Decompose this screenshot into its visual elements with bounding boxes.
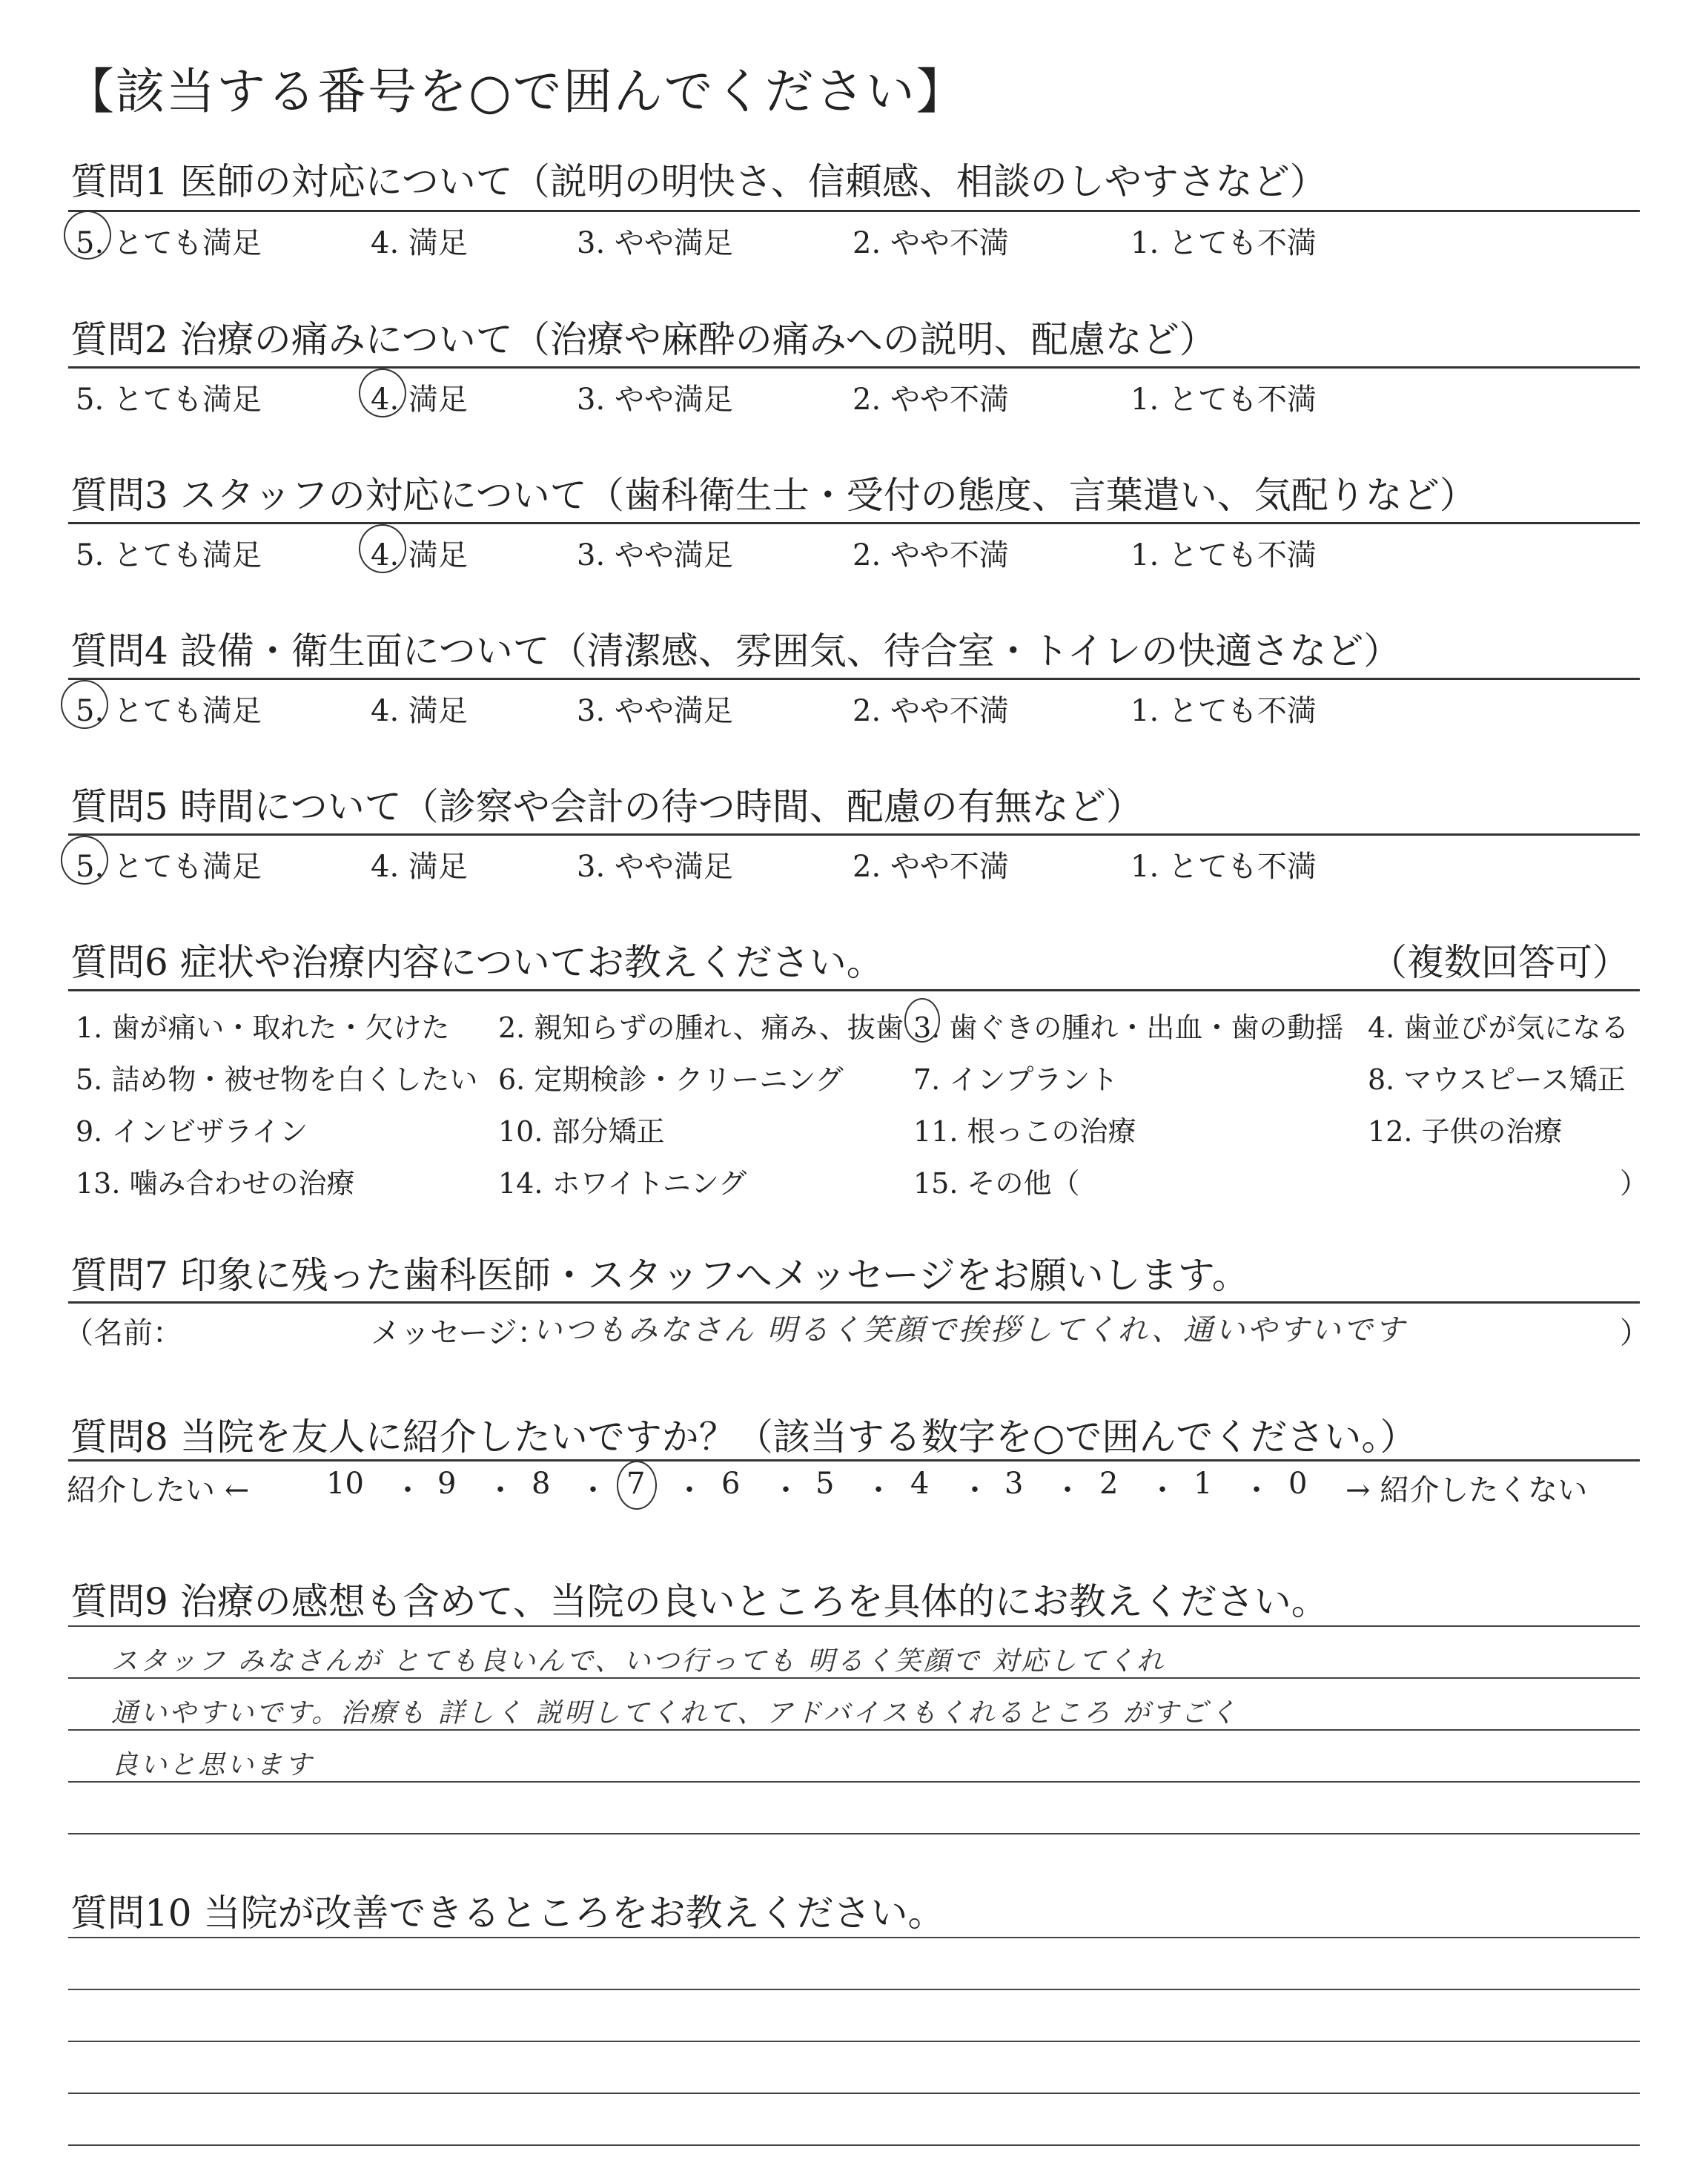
q7-title: 質問7 印象に残った歯科医師・スタッフへメッセージをお願いします。 [70, 1254, 1249, 1297]
q8-dot: ・ [1148, 1473, 1177, 1507]
q1-selection-circle [64, 211, 111, 260]
q8-value-6[interactable]: 6 [721, 1467, 741, 1501]
q3-option-3[interactable]: 3. やや満足 [577, 538, 733, 572]
q6-item-9[interactable]: 9. インビザライン [76, 1115, 308, 1148]
q8-value-5[interactable]: 5 [815, 1467, 835, 1501]
q3-option-1[interactable]: 1. とても不満 [1131, 538, 1317, 572]
q6-note: （複数回答可） [1370, 941, 1629, 984]
q6-item-4[interactable]: 4. 歯並びが気になる [1368, 1011, 1629, 1044]
q10-line-1 [68, 1937, 1640, 1938]
q6-title: 質問6 症状や治療内容についてお教えください。 [70, 941, 884, 984]
q8-value-10[interactable]: 10 [326, 1467, 364, 1501]
q6-item-11[interactable]: 11. 根っこの治療 [913, 1115, 1136, 1148]
q6-rule [68, 989, 1640, 991]
q8-value-8[interactable]: 8 [532, 1467, 551, 1501]
q9-answer-line-1[interactable]: スタッフ みなさんが とても良いんで、いつ行っても 明るく笑顔で 対応してくれ [111, 1646, 1166, 1677]
q4-option-2[interactable]: 2. やや不満 [853, 694, 1009, 728]
q5-rule [68, 833, 1640, 836]
q8-right-label: → 紹介したくない [1345, 1473, 1588, 1507]
q7-message-text[interactable]: いつもみなさん 明るく笑顔で挨拶してくれ、通いやすいです [532, 1313, 1407, 1347]
q8-dot: ・ [1242, 1473, 1271, 1507]
q10-title: 質問10 当院が改善できるところをお教えください。 [70, 1892, 945, 1935]
q2-option-1[interactable]: 1. とても不満 [1131, 383, 1317, 417]
q4-option-1[interactable]: 1. とても不満 [1131, 694, 1317, 728]
q7-message-label: メッセージ： [371, 1316, 547, 1350]
q8-value-2[interactable]: 2 [1099, 1467, 1119, 1501]
q6-item-8[interactable]: 8. マウスピース矯正 [1368, 1063, 1626, 1096]
q1-option-5[interactable]: 5. とても満足 [76, 226, 262, 260]
q8-dot: ・ [393, 1473, 423, 1507]
q2-rule [68, 366, 1640, 369]
q8-dot: ・ [578, 1473, 608, 1507]
q9-line-5 [68, 1833, 1640, 1834]
q3-option-4[interactable]: 4. 満足 [371, 538, 468, 572]
q6-item-13[interactable]: 13. 噛み合わせの治療 [76, 1167, 355, 1200]
q5-selection-circle [61, 836, 108, 885]
q9-answer-line-3[interactable]: 良いと思います [111, 1750, 314, 1780]
q1-rule [68, 210, 1640, 212]
q10-line-2 [68, 1989, 1640, 1990]
q3-rule [68, 522, 1640, 524]
q8-title: 質問8 当院を友人に紹介したいですか？（該当する数字を○で囲んでください。） [70, 1416, 1417, 1459]
q7-rule [68, 1301, 1640, 1304]
page-title: 【該当する番号を○で囲んでください】 [65, 63, 967, 120]
q8-dot: ・ [864, 1473, 893, 1507]
q2-option-3[interactable]: 3. やや満足 [577, 383, 733, 417]
q6-item-12[interactable]: 12. 子供の治療 [1368, 1115, 1563, 1148]
q8-dot: ・ [1053, 1473, 1082, 1507]
q3-title: 質問3 スタッフの対応について（歯科衛生士・受付の態度、言葉遣い、気配りなど） [70, 474, 1477, 517]
q4-option-5[interactable]: 5. とても満足 [76, 694, 262, 728]
q4-title: 質問4 設備・衛生面について（清潔感、雰囲気、待合室・トイレの快適さなど） [70, 630, 1401, 673]
q6-item-10[interactable]: 10. 部分矯正 [498, 1115, 665, 1148]
q6-item-2[interactable]: 2. 親知らずの腫れ、痛み、抜歯 [498, 1011, 904, 1044]
q10-line-5 [68, 2144, 1640, 2146]
q2-title: 質問2 治療の痛みについて（治療や麻酔の痛みへの説明、配慮など） [70, 318, 1217, 361]
q6-item-6[interactable]: 6. 定期検診・クリーニング [498, 1063, 844, 1096]
q1-title: 質問1 医師の対応について（説明の明快さ、信頼感、相談のしやすさなど） [70, 160, 1327, 203]
q8-dot: ・ [960, 1473, 990, 1507]
q6-item-1[interactable]: 1. 歯が痛い・取れた・欠けた [76, 1011, 450, 1044]
q1-option-4[interactable]: 4. 満足 [371, 226, 468, 260]
q8-dot: ・ [486, 1473, 515, 1507]
q7-close-paren: ） [1620, 1316, 1649, 1350]
q8-selection-circle [617, 1461, 657, 1510]
q3-selection-circle [359, 524, 406, 573]
q5-option-4[interactable]: 4. 満足 [371, 850, 468, 884]
q4-option-4[interactable]: 4. 満足 [371, 694, 468, 728]
q1-option-3[interactable]: 3. やや満足 [577, 226, 733, 260]
q6-item-7[interactable]: 7. インプラント [913, 1063, 1119, 1096]
q6-selection-circle [904, 998, 940, 1043]
q8-value-7[interactable]: 7 [626, 1467, 646, 1501]
q8-value-1[interactable]: 1 [1194, 1467, 1213, 1501]
q1-option-1[interactable]: 1. とても不満 [1131, 226, 1317, 260]
q10-line-3 [68, 2041, 1640, 2042]
q6-item-15[interactable]: 15. その他（ [913, 1167, 1080, 1200]
q2-option-5[interactable]: 5. とても満足 [76, 383, 262, 417]
q9-answer-line-2[interactable]: 通いやすいです。治療も 詳しく 説明してくれて、アドバイスもくれるところ がすごく [111, 1698, 1239, 1728]
q8-value-4[interactable]: 4 [910, 1467, 930, 1501]
q8-rule [68, 1459, 1640, 1462]
q1-option-2[interactable]: 2. やや不満 [853, 226, 1009, 260]
q5-option-5[interactable]: 5. とても満足 [76, 850, 262, 884]
q6-item-5[interactable]: 5. 詰め物・被せ物を白くしたい [76, 1063, 478, 1096]
q3-option-2[interactable]: 2. やや不満 [853, 538, 1009, 572]
q7-name-label: （名前： [64, 1316, 182, 1350]
q10-line-4 [68, 2093, 1640, 2094]
q8-dot: ・ [771, 1473, 801, 1507]
q5-option-2[interactable]: 2. やや不満 [853, 850, 1009, 884]
q8-value-3[interactable]: 3 [1004, 1467, 1024, 1501]
q5-option-1[interactable]: 1. とても不満 [1131, 850, 1317, 884]
q4-selection-circle [61, 680, 108, 729]
q4-option-3[interactable]: 3. やや満足 [577, 694, 733, 728]
q5-option-3[interactable]: 3. やや満足 [577, 850, 733, 884]
q5-title: 質問5 時間について（診察や会計の待つ時間、配慮の有無など） [70, 785, 1143, 828]
q6-item-14[interactable]: 14. ホワイトニング [498, 1167, 747, 1200]
q4-rule [68, 678, 1640, 680]
q8-left-label: 紹介したい ← [67, 1473, 250, 1507]
q9-line-1 [68, 1625, 1640, 1627]
q2-option-2[interactable]: 2. やや不満 [853, 383, 1009, 417]
q6-item-15-close: ） [1620, 1167, 1649, 1200]
q2-option-4[interactable]: 4. 満足 [371, 383, 468, 417]
q6-item-3[interactable]: 3. 歯ぐきの腫れ・出血・歯の動揺 [913, 1011, 1344, 1044]
q8-value-9[interactable]: 9 [437, 1467, 457, 1501]
q9-title: 質問9 治療の感想も含めて、当院の良いところを具体的にお教えください。 [70, 1580, 1328, 1623]
q8-value-0[interactable]: 0 [1288, 1467, 1308, 1501]
q2-selection-circle [359, 369, 406, 417]
q8-dot: ・ [675, 1473, 704, 1507]
q3-option-5[interactable]: 5. とても満足 [76, 538, 262, 572]
